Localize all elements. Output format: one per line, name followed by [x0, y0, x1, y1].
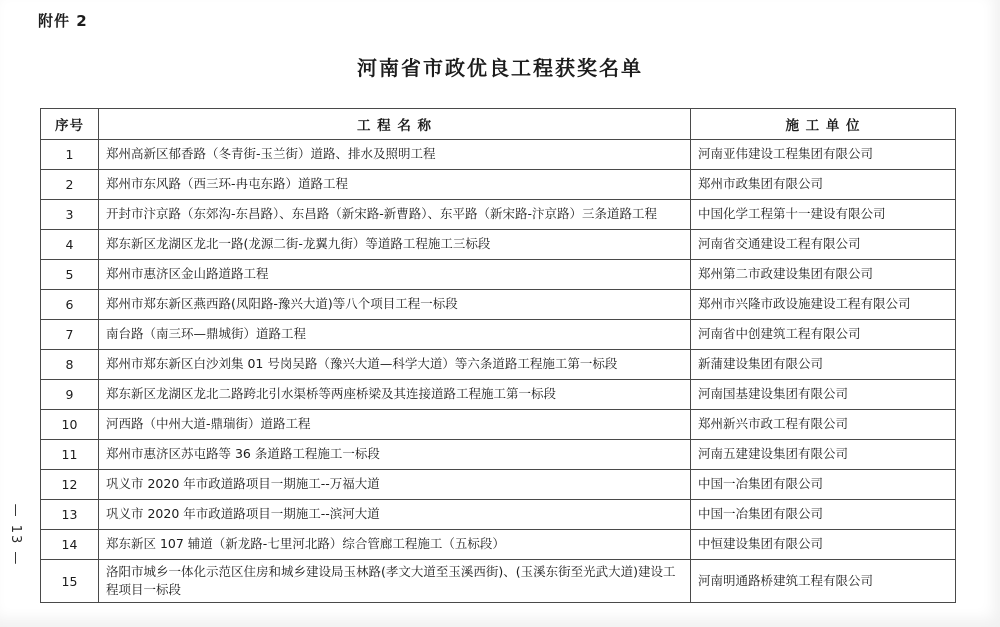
row-number: 1: [41, 140, 99, 170]
page-number: — 13 —: [8, 503, 23, 567]
row-number: 15: [41, 560, 99, 603]
table-row: [41, 440, 956, 470]
company-name: 河南五建建设集团有限公司: [691, 440, 956, 470]
project-name: 开封市汴京路（东郊沟-东昌路）、东昌路（新宋路-新曹路）、东平路（新宋路-汴京路）三条道路工程: [99, 200, 691, 230]
row-number: 3: [41, 200, 99, 230]
row-number: 9: [41, 380, 99, 410]
row-number: 13: [41, 500, 99, 530]
table-row: [41, 350, 956, 380]
project-name: 郑州市东风路（西三环-冉屯东路）道路工程: [99, 170, 691, 200]
project-name: 郑东新区 107 辅道（新龙路-七里河北路）综合管廊工程施工（五标段）: [99, 530, 691, 560]
table-row: [41, 260, 956, 290]
project-name: 巩义市 2020 年市政道路项目一期施工--滨河大道: [99, 500, 691, 530]
table-row: [41, 500, 956, 530]
table-row: [41, 530, 956, 560]
project-name: 河西路（中州大道-鼎瑞街）道路工程: [99, 410, 691, 440]
company-name: 新蒲建设集团有限公司: [691, 350, 956, 380]
award-table: [40, 108, 956, 603]
table-row: [41, 380, 956, 410]
company-name: 中国一冶集团有限公司: [691, 500, 956, 530]
table-row: [41, 230, 956, 260]
project-name: 郑东新区龙湖区龙北二路跨北引水渠桥等两座桥梁及其连接道路工程施工第一标段: [99, 380, 691, 410]
table-row: [41, 290, 956, 320]
company-name: 河南亚伟建设工程集团有限公司: [691, 140, 956, 170]
table-row: [41, 470, 956, 500]
attachment-label: 附件 2: [38, 12, 88, 30]
table-row: [41, 320, 956, 350]
table-row: [41, 140, 956, 170]
company-name: 郑州市兴隆市政设施建设工程有限公司: [691, 290, 956, 320]
row-number: 12: [41, 470, 99, 500]
project-name: 南台路（南三环—鼎城街）道路工程: [99, 320, 691, 350]
row-number: 8: [41, 350, 99, 380]
table-row: [41, 200, 956, 230]
table-row: [41, 410, 956, 440]
project-name: 郑州市郑东新区燕西路(凤阳路-豫兴大道)等八个项目工程一标段: [99, 290, 691, 320]
company-name: 中国化学工程第十一建设有限公司: [691, 200, 956, 230]
row-number: 10: [41, 410, 99, 440]
table-row: [41, 560, 956, 603]
row-number: 11: [41, 440, 99, 470]
company-name: 河南国基建设集团有限公司: [691, 380, 956, 410]
row-number: 7: [41, 320, 99, 350]
project-name: 郑州市惠济区苏屯路等 36 条道路工程施工一标段: [99, 440, 691, 470]
company-name: 郑州市政集团有限公司: [691, 170, 956, 200]
table-header-row: [41, 109, 956, 140]
row-number: 6: [41, 290, 99, 320]
project-name: 郑东新区龙湖区龙北一路(龙源二街-龙翼九街）等道路工程施工三标段: [99, 230, 691, 260]
table-row: [41, 170, 956, 200]
row-number: 4: [41, 230, 99, 260]
company-name: 河南明通路桥建筑工程有限公司: [691, 560, 956, 603]
company-name: 中恒建设集团有限公司: [691, 530, 956, 560]
project-name: 郑州市郑东新区白沙刘集 01 号岗吴路（豫兴大道—科学大道）等六条道路工程施工第一标段: [99, 350, 691, 380]
row-number: 5: [41, 260, 99, 290]
company-name: 中国一冶集团有限公司: [691, 470, 956, 500]
header-company: 施 工 单 位: [691, 109, 956, 140]
row-number: 2: [41, 170, 99, 200]
project-name: 洛阳市城乡一体化示范区住房和城乡建设局玉林路(孝文大道至玉溪西街)、(玉溪东街至光武大道)建设工程项目一标段: [99, 560, 691, 603]
company-name: 河南省交通建设工程有限公司: [691, 230, 956, 260]
company-name: 郑州第二市政建设集团有限公司: [691, 260, 956, 290]
project-name: 郑州高新区郁香路（冬青街-玉兰街）道路、排水及照明工程: [99, 140, 691, 170]
project-name: 郑州市惠济区金山路道路工程: [99, 260, 691, 290]
project-name: 巩义市 2020 年市政道路项目一期施工--万福大道: [99, 470, 691, 500]
row-number: 14: [41, 530, 99, 560]
company-name: 河南省中创建筑工程有限公司: [691, 320, 956, 350]
header-project: 工 程 名 称: [99, 109, 691, 140]
company-name: 郑州新兴市政工程有限公司: [691, 410, 956, 440]
header-no: 序号: [41, 109, 99, 140]
page-title: 河南省市政优良工程获奖名单: [357, 56, 643, 80]
